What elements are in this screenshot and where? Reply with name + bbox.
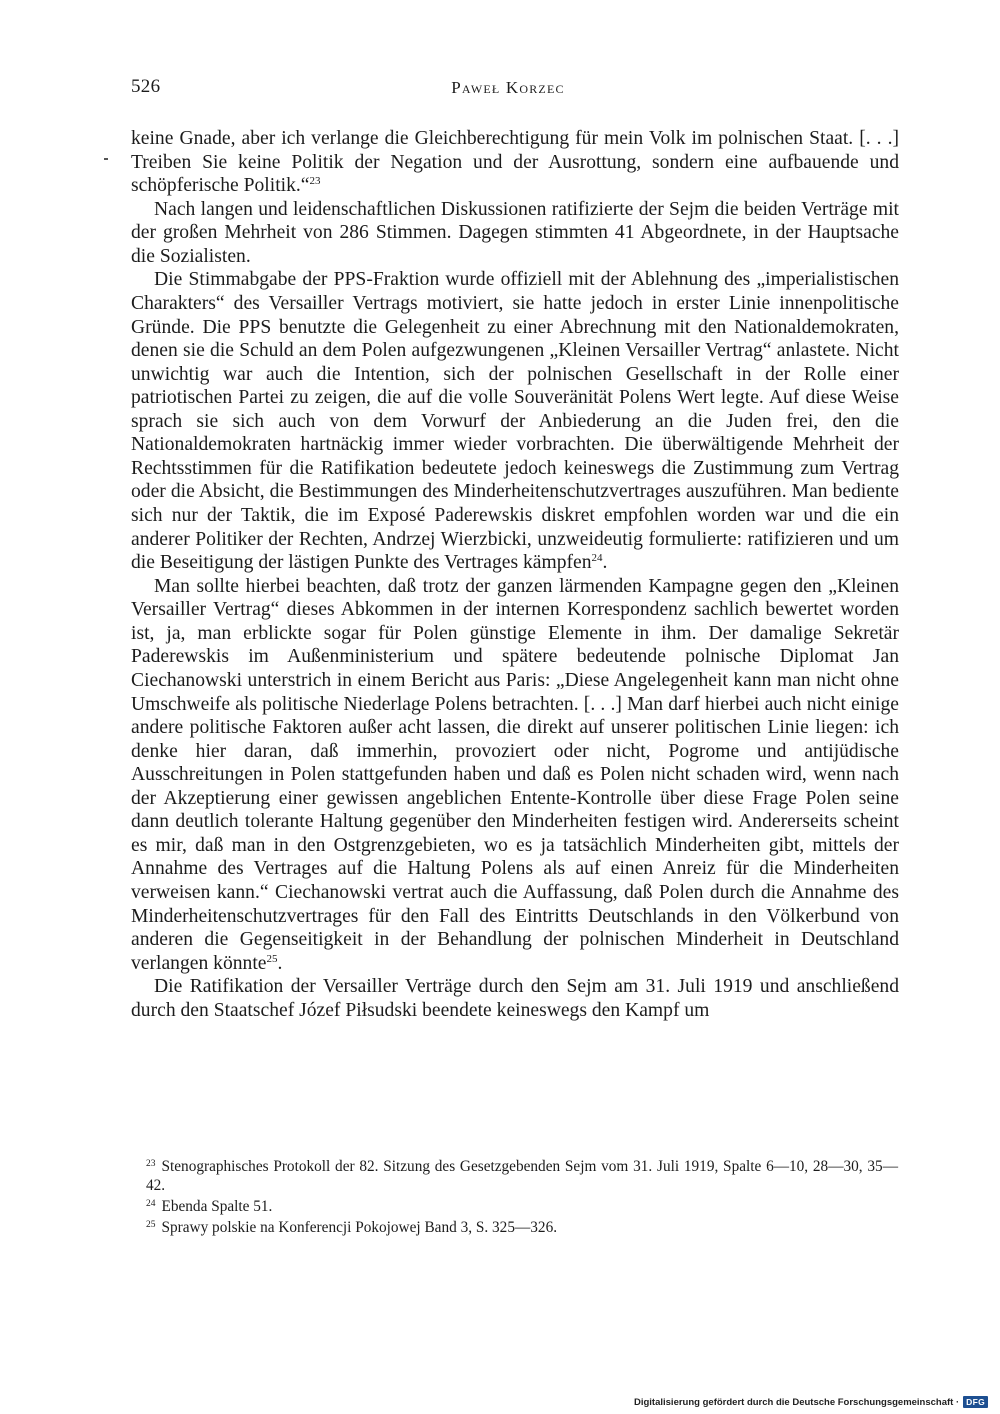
paragraph-1: [131, 127, 899, 198]
paragraph-3: [131, 268, 899, 574]
footnote-23: [146, 1155, 898, 1195]
footnote-text: Sprawy polskie na Konferencji Pokojowej Band 3, S. 325—326.: [161, 1219, 558, 1236]
footnote-mark: 23: [146, 1159, 156, 1169]
footnote-mark: 24: [146, 1199, 156, 1209]
body-text: [131, 127, 899, 1022]
paragraph-3-end: .: [602, 552, 608, 574]
paragraph-4: [131, 575, 899, 976]
paragraph-4-text: Man sollte hierbei beachten, daß trotz der ganzen lärmenden Kampagne gegen den „Kleinen Versailler Vertrag“ dieses Abkommen in der internen Korrespondenz sachlich bewertet worden ist, ja, man erblickte sogar für Polen günstige Elemente in ihm. Der damalige Sekretär Paderewskis im Außenministerium und spätere bedeutende polnische Diplomat Jan Ciechanowski unterstrich in einem Bericht aus Paris: „Diese Angelegenheit kann man nicht ohne Umschweife als politische Niederlage Polens betrachten. [. . .] Man darf hierbei auch nicht einige andere politische Faktoren außer acht lassen, die direkt auf unserer politischen Linie liegen: ich denke hier daran, daß immerhin, provoziert oder nicht, Pogrome und antijüdische Ausschreitungen in Polen stattgefunden haben und daß es Polen nicht schaden wird, wenn nach der Akzeptierung einer gewissen angeblichen Entente-Kontrolle über diese Frage Polen seine dann deutlich tolerante Haltung gegenüber den Minderheiten festigen wird. Andererseits scheint es mir, daß man in den Ostgrenzgebieten, wo es ja tatsächlich Minderheiten gibt, mittels der Annahme des Vertrages auf die Haltung Polens als auf einen Anreiz für die Minderheiten verweisen kann.“ Ciechanowski vertrat auch die Auffassung, daß Polen durch die Annahme des Minderheitenschutzvertrages für den Fall des Eintritts Deutschlands in den Völkerbund von anderen die Gegenseitigkeit in der Behandlung der polnischen Minderheit in Deutschland verlangen könnte: [131, 575, 899, 974]
footnote-ref-24[interactable]: 24: [591, 552, 603, 565]
dfg-notice-text: Digitalisierung gefördert durch die Deutsche Forschungsgemeinschaft ·: [633, 1396, 960, 1408]
footnotes: [146, 1155, 898, 1237]
paragraph-3-text: Die Stimmabgabe der PPS-Fraktion wurde offiziell mit der Ablehnung des „imperialistischen Charakters“ des Versailler Vertrags motiviert, sie hatte jedoch in erster Linie innenpolitische Gründe. Die PPS benutzte die Gelegenheit zu einer Abrechnung mit den Nationaldemokraten, denen sie die Schuld an dem Polen aufgezwungenen „Kleinen Versailler Vertrag“ anlastete. Nicht unwichtig war auch die Intention, sich der polnischen Gesellschaft in der Rolle einer patriotischen Partei zu zeigen, die auf die volle Souveränität Polens Wert legte. Auf diese Weise sprach sie sich auch von dem Vorwurf der Anbiederung an die Juden frei, den die Nationaldemokraten hartnäckig immer wieder vorbrachten. Die überwältigende Mehrheit der Rechtsstimmen für die Ratifikation bedeutete jedoch keineswegs die Zustimmung zum Vertrag oder die Absicht, die Bestimmungen des Minderheitenschutzvertrages auszuführen. Man bediente sich nur der Taktik, die im Exposé Paderewskis diskret empfohlen worden war und die ein anderer Politiker der Rechten, Andrzej Wierzbicki, unzweideutig formulierte: ratifizieren und um die Beseitigung der lästigen Punkte des Vertrages kämpfen: [131, 269, 899, 574]
paragraph-5: Die Ratifikation der Versailler Verträge durch den Sejm am 31. Juli 1919 und anschließend durch den Staatschef Józef Piłsudski beendete keineswegs den Kampf um: [131, 976, 899, 1021]
footnote-24: [146, 1195, 898, 1216]
page-number: 526: [131, 76, 161, 97]
margin-mark: [104, 158, 108, 160]
dfg-logo-icon: DFG: [963, 1396, 988, 1408]
footnote-ref-23[interactable]: 23: [309, 175, 321, 188]
footnote-text: Stenographisches Protokoll der 82. Sitzung des Gesetzgebenden Sejm vom 31. Juli 1919, Spalte 6—10, 28—30, 35—42.: [146, 1158, 898, 1194]
running-head: Paweł Korzec: [451, 78, 565, 97]
footnote-text: Ebenda Spalte 51.: [161, 1198, 273, 1215]
footnote-ref-25[interactable]: 25: [266, 952, 278, 965]
paragraph-4-end: .: [277, 952, 283, 974]
paragraph-1-text: keine Gnade, aber ich verlange die Gleichberechtigung für mein Volk im polnischen Staat. [. . .] Treiben Sie keine Politik der Negation und der Ausrottung, sondern eine aufbauende und schöpferische Politik.“: [131, 128, 899, 197]
paragraph-2: Nach langen und leidenschaftlichen Diskussionen ratifizierte der Sejm die beiden Verträge mit der großen Mehrheit von 286 Stimmen. Dagegen stimmten 41 Abgeordnete, in der Hauptsache die Sozialisten.: [131, 198, 899, 267]
footnote-25: [146, 1216, 898, 1237]
dfg-notice: [634, 1396, 988, 1408]
footnote-mark: 25: [146, 1220, 156, 1230]
